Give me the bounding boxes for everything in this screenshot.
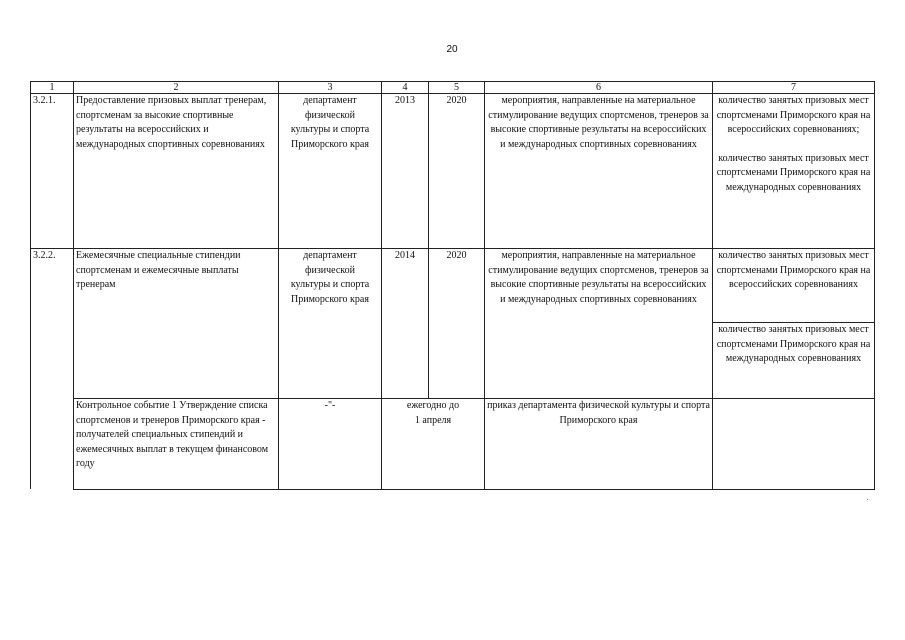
- indicator-international: количество занятых призовых мест спортсменами Приморского края на международных соревнованиях: [716, 152, 871, 193]
- start-year: 2014: [382, 249, 429, 399]
- header-col-4: 4: [382, 82, 429, 94]
- executor: департамент физической культуры и спорта Приморского края: [279, 249, 382, 399]
- header-col-6: 6: [485, 82, 713, 94]
- start-year: 2013: [382, 94, 429, 249]
- scan-mark: •: [867, 497, 869, 502]
- executor: департамент физической культуры и спорта Приморского края: [279, 94, 382, 249]
- header-col-3: 3: [279, 82, 382, 94]
- indicator-international: количество занятых призовых мест спортсменами Приморского края на международных соревнованиях: [713, 323, 875, 399]
- control-event-result: приказ департамента физической культуры и спорта Приморского края: [485, 399, 713, 489]
- indicator-national: количество занятых призовых мест спортсменами Приморского края на всероссийских соревнованиях;: [716, 95, 871, 135]
- expected-result: мероприятия, направленные на материальное стимулирование ведущих спортсменов, тренеров за высокие спортивные результаты на всероссийских и международных спортивных соревнованиях: [485, 94, 713, 249]
- program-table: [30, 81, 875, 490]
- indicators-cell: [713, 94, 875, 249]
- control-event-name: Контрольное событие 1 Утверждение списка спортсменов и тренеров Приморского края - получателей специальных стипендий и ежемесячных выплат в текущем финансовом году: [74, 399, 279, 489]
- control-event-executor: -"-: [279, 399, 382, 489]
- expected-result: мероприятия, направленные на материальное стимулирование ведущих спортсменов, тренеров за высокие спортивные результаты на всероссийских и международных спортивных соревнованиях: [485, 249, 713, 399]
- indicator-national: количество занятых призовых мест спортсменами Приморского края на всероссийских соревнованиях: [713, 249, 875, 323]
- row-number: 3.2.2.: [31, 249, 74, 490]
- row-number: 3.2.1.: [31, 94, 74, 249]
- header-row: [31, 82, 875, 94]
- header-col-5: 5: [429, 82, 485, 94]
- table-row: [31, 94, 875, 249]
- header-col-2: 2: [74, 82, 279, 94]
- control-event-indicator: [713, 399, 875, 489]
- control-event-deadline: ежегодно до 1 апреля: [382, 399, 485, 489]
- header-col-1: 1: [31, 82, 74, 94]
- activity-name: Предоставление призовых выплат тренерам, спортсменам за высокие спортивные результаты на всероссийских и международных спортивных соревнованиях: [74, 94, 279, 249]
- end-year: 2020: [429, 94, 485, 249]
- end-year: 2020: [429, 249, 485, 399]
- header-col-7: 7: [713, 82, 875, 94]
- page-number: 20: [446, 44, 458, 55]
- activity-name: Ежемесячные специальные стипендии спортсменам и ежемесячные выплаты тренерам: [74, 249, 279, 399]
- table-row: [31, 399, 875, 489]
- table-row: [31, 249, 875, 323]
